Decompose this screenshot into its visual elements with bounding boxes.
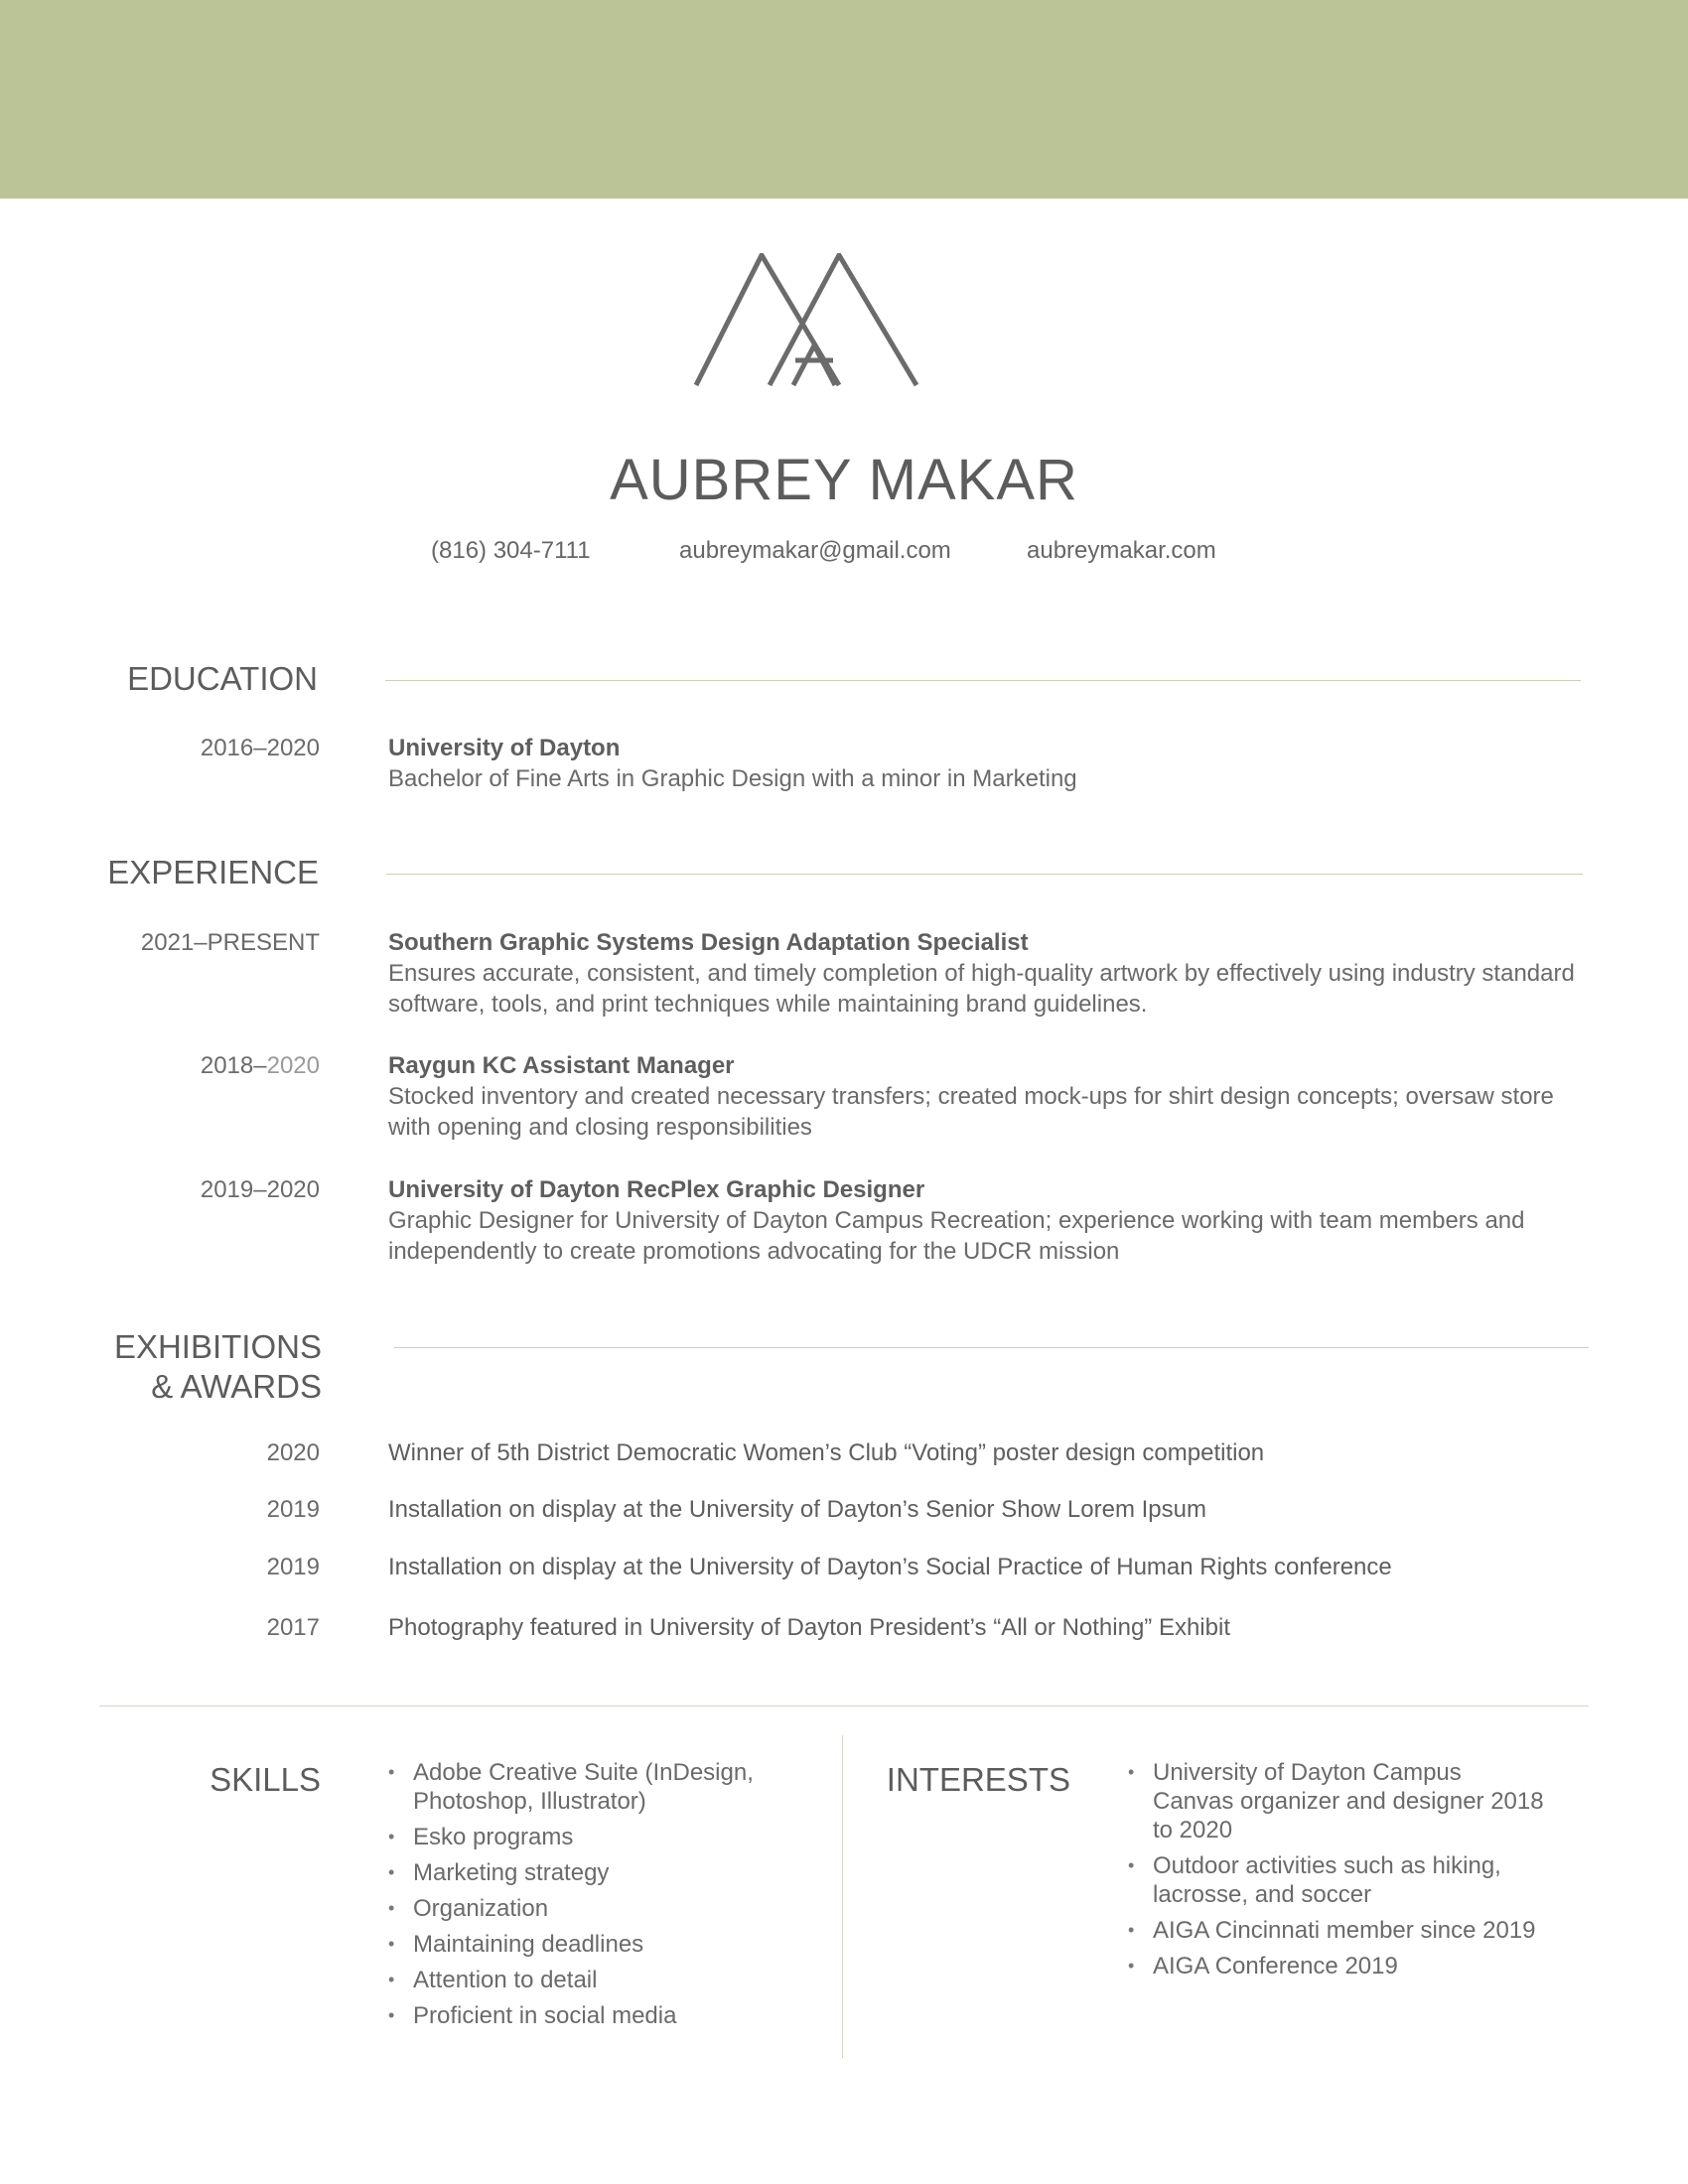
experience-detail: Graphic Designer for University of Dayton Campus Recreation; experience working with team members and independently to create promotions advocating for the UDCR mission — [388, 1207, 1525, 1265]
interests-heading: INTERESTS — [886, 1761, 1070, 1798]
school-name: University of Dayton — [388, 735, 621, 761]
list-item: • Esko programs — [388, 1823, 785, 1851]
experience-entry — [388, 1050, 1590, 1143]
experience-years-start: 2018– — [200, 1052, 267, 1079]
award-text: Photography featured in University of Dayton President’s “All or Nothing” Exhibit — [388, 1614, 1230, 1641]
experience-divider — [386, 874, 1583, 875]
degree-detail: Bachelor of Fine Arts in Graphic Design with a minor in Marketing — [388, 765, 1077, 792]
list-item: • Attention to detail — [388, 1966, 785, 1994]
email-address: aubreymakar@gmail.com — [679, 537, 951, 564]
experience-years — [121, 1052, 320, 1080]
exhibitions-heading-line2: & AWARDS — [151, 1368, 322, 1405]
education-heading: EDUCATION — [127, 660, 318, 697]
skills-heading: SKILLS — [210, 1761, 321, 1798]
list-item: • Organization — [388, 1894, 785, 1923]
experience-detail: Stocked inventory and created necessary transfers; created mock-ups for shirt design concepts; oversaw store with opening and closing responsibilities — [388, 1083, 1554, 1141]
award-year: 2020 — [266, 1439, 320, 1466]
header-color-band — [0, 0, 1688, 199]
experience-detail: Ensures accurate, consistent, and timely completion of high-quality artwork by effectively using industry standard software, tools, and print techniques while maintaining brand guidelines. — [388, 960, 1575, 1018]
list-item: • Proficient in social media — [388, 2001, 785, 2030]
experience-years: 2019–2020 — [200, 1176, 320, 1203]
interests-list — [1128, 1758, 1545, 1987]
exhibitions-heading — [40, 1327, 322, 1407]
experience-role: Raygun KC Assistant Manager — [388, 1052, 735, 1079]
experience-heading: EXPERIENCE — [107, 854, 319, 890]
award-year: 2019 — [266, 1496, 320, 1523]
list-item: • AIGA Cincinnati member since 2019 — [1128, 1916, 1545, 1945]
candidate-name: AUBREY MAKAR — [610, 448, 1078, 512]
website-url: aubreymakar.com — [1027, 537, 1216, 564]
column-divider — [842, 1735, 843, 2058]
am-monogram-mountain-icon — [690, 253, 924, 392]
experience-role: University of Dayton RecPlex Graphic Designer — [388, 1176, 925, 1203]
award-year: 2019 — [266, 1554, 320, 1580]
experience-years: 2021–PRESENT — [140, 929, 320, 956]
experience-entry — [388, 927, 1590, 1020]
list-item: • Adobe Creative Suite (InDesign, Photoshop, Illustrator) — [388, 1758, 785, 1816]
award-year: 2017 — [266, 1614, 320, 1641]
list-item: • Outdoor activities such as hiking, lacrosse, and soccer — [1128, 1851, 1545, 1909]
education-entry — [388, 733, 1590, 794]
exhibitions-heading-line1: EXHIBITIONS — [113, 1328, 322, 1365]
list-item: • Maintaining deadlines — [388, 1930, 785, 1959]
list-item: • AIGA Conference 2019 — [1128, 1952, 1545, 1980]
education-years: 2016–2020 — [200, 735, 320, 761]
list-item: • University of Dayton Campus Canvas organizer and designer 2018 to 2020 — [1128, 1758, 1545, 1844]
list-item: • Marketing strategy — [388, 1858, 785, 1887]
experience-years-end: 2020 — [266, 1052, 320, 1079]
skills-list — [388, 1758, 785, 2037]
experience-entry — [388, 1174, 1590, 1267]
award-text: Installation on display at the University of Dayton’s Social Practice of Human Rights conference — [388, 1554, 1392, 1580]
experience-role: Southern Graphic Systems Design Adaptation Specialist — [388, 929, 1029, 956]
award-text: Winner of 5th District Democratic Women’s Club “Voting” poster design competition — [388, 1439, 1265, 1466]
exhibitions-divider — [394, 1347, 1589, 1348]
award-text: Installation on display at the University of Dayton’s Senior Show Lorem Ipsum — [388, 1496, 1206, 1523]
education-divider — [385, 680, 1581, 681]
phone-number: (816) 304-7111 — [431, 537, 591, 564]
